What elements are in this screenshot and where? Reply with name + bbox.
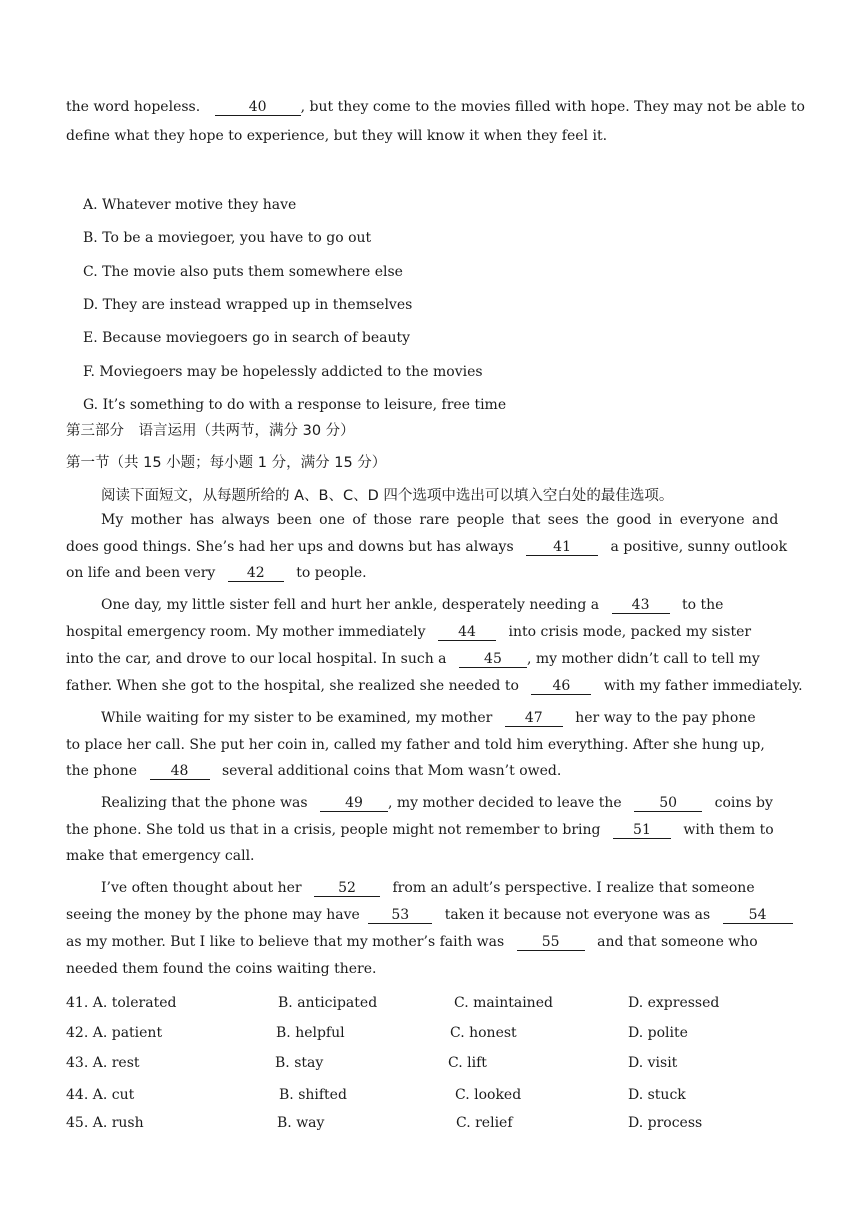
passage-p4-l2 [66, 820, 774, 840]
passage-p2-l4 [66, 676, 803, 696]
passage-p1-l2 [66, 537, 787, 557]
passage-text: to the [682, 597, 724, 613]
blank-51: 51 [613, 822, 671, 839]
passage-text: does good things. She’s had her ups and downs but has always [66, 539, 514, 555]
q45-option-a: 45. A. rush [66, 1115, 144, 1131]
q41-option-d: D. expressed [628, 995, 720, 1011]
passage-text: One day, my little sister fell and hurt her ankle, desperately needing a [101, 597, 600, 613]
q43-option-b: B. stay [275, 1055, 324, 1071]
q44-option-d: D. stuck [628, 1087, 686, 1103]
passage-text: into the car, and drove to our local hospital. In such a [66, 651, 447, 667]
intro-line-1 [66, 97, 805, 117]
blank-40: 40 [215, 99, 301, 116]
q42-option-c: C. honest [450, 1025, 517, 1041]
passage-text: coins by [714, 795, 773, 811]
passage-p2-l1 [101, 595, 723, 615]
passage-text: , my mother decided to leave the [387, 795, 622, 811]
blank-43: 43 [612, 597, 670, 614]
passage-text: While waiting for my sister to be examined, my mother [101, 710, 493, 726]
passage-text: I’ve often thought about her [101, 880, 302, 896]
q43-option-c: C. lift [448, 1055, 487, 1071]
passage-p3-l3 [66, 761, 561, 781]
intro-text: the word hopeless. [66, 99, 201, 115]
passage-p4-l1 [101, 793, 773, 813]
blank-53: 53 [368, 907, 432, 924]
intro-text: , but they come to the movies filled with hope. They may not be able to [300, 99, 805, 115]
blank-44: 44 [438, 624, 496, 641]
passage-text: and that someone who [597, 934, 758, 950]
option-b: B. To be a moviegoer, you have to go out [83, 230, 372, 246]
passage-text: her way to the pay phone [575, 710, 756, 726]
option-e: E. Because moviegoers go in search of beauty [83, 330, 411, 346]
passage-text: from an adult’s perspective. I realize that someone [392, 880, 755, 896]
passage-p5-l4: needed them found the coins waiting there. [66, 961, 377, 977]
q44-option-b: B. shifted [279, 1087, 347, 1103]
passage-text: as my mother. But I like to believe that my mother’s faith was [66, 934, 505, 950]
blank-48: 48 [150, 763, 210, 780]
passage-p5-l2 [66, 905, 793, 925]
passage-text: with them to [683, 822, 774, 838]
blank-50: 50 [634, 795, 702, 812]
passage-p5-l1 [101, 878, 755, 898]
passage-text: the phone. She told us that in a crisis, people might not remember to bring [66, 822, 601, 838]
part3-heading: 第三部分 语言运用（共两节，满分 30 分） [66, 423, 355, 439]
option-a: A. Whatever motive they have [83, 197, 297, 213]
passage-text: Realizing that the phone was [101, 795, 308, 811]
passage-text: hospital emergency room. My mother immediately [66, 624, 426, 640]
blank-49: 49 [320, 795, 388, 812]
passage-text: to people. [296, 565, 367, 581]
q41-option-b: B. anticipated [278, 995, 378, 1011]
passage-text: taken it because not everyone was as [444, 907, 711, 923]
q42-option-a: 42. A. patient [66, 1025, 163, 1041]
option-d: D. They are instead wrapped up in themselves [83, 297, 413, 313]
blank-41: 41 [526, 539, 598, 556]
instruction-text: 阅读下面短文，从每题所给的 A、B、C、D 四个选项中选出可以填入空白处的最佳选项。 [101, 488, 674, 504]
passage-p5-l3 [66, 932, 758, 952]
passage-text: on life and been very [66, 565, 216, 581]
option-c: C. The movie also puts them somewhere else [83, 264, 403, 280]
option-f: F. Moviegoers may be hopelessly addicted to the movies [83, 364, 483, 380]
q41-option-a: 41. A. tolerated [66, 995, 177, 1011]
q41-option-c: C. maintained [454, 995, 553, 1011]
section1-heading: 第一节（共 15 小题；每小题 1 分，满分 15 分） [66, 455, 387, 471]
q44-option-a: 44. A. cut [66, 1087, 135, 1103]
blank-54: 54 [723, 907, 793, 924]
passage-text: the phone [66, 763, 138, 779]
passage-text: seeing the money by the phone may have [66, 907, 360, 923]
intro-line-2: define what they hope to experience, but they will know it when they feel it. [66, 128, 608, 144]
passage-p4-l3: make that emergency call. [66, 848, 255, 864]
q44-option-c: C. looked [455, 1087, 522, 1103]
passage-text: several additional coins that Mom wasn’t owed. [222, 763, 562, 779]
passage-text: with my father immediately. [603, 678, 803, 694]
blank-47: 47 [505, 710, 563, 727]
q43-option-a: 43. A. rest [66, 1055, 140, 1071]
passage-p2-l3 [66, 649, 760, 669]
blank-46: 46 [531, 678, 591, 695]
q43-option-d: D. visit [628, 1055, 678, 1071]
passage-p3-l1 [101, 708, 756, 728]
blank-52: 52 [314, 880, 380, 897]
blank-45: 45 [459, 651, 527, 668]
option-g: G. It’s something to do with a response to leisure, free time [83, 397, 507, 413]
passage-text: father. When she got to the hospital, she realized she needed to [66, 678, 519, 694]
q42-option-b: B. helpful [276, 1025, 345, 1041]
q45-option-b: B. way [277, 1115, 325, 1131]
passage-p1-l1: My mother has always been one of those rare people that sees the good in everyone and [101, 512, 779, 528]
blank-42: 42 [228, 565, 284, 582]
q42-option-d: D. polite [628, 1025, 688, 1041]
passage-p3-l2: to place her call. She put her coin in, called my father and told him everything. After she hung up, [66, 737, 765, 753]
passage-p1-l3 [66, 563, 367, 583]
q45-option-c: C. relief [456, 1115, 513, 1131]
q45-option-d: D. process [628, 1115, 703, 1131]
passage-text: into crisis mode, packed my sister [508, 624, 752, 640]
passage-text: a positive, sunny outlook [610, 539, 788, 555]
blank-55: 55 [517, 934, 585, 951]
passage-text: , my mother didn’t call to tell my [526, 651, 760, 667]
passage-p2-l2 [66, 622, 751, 642]
